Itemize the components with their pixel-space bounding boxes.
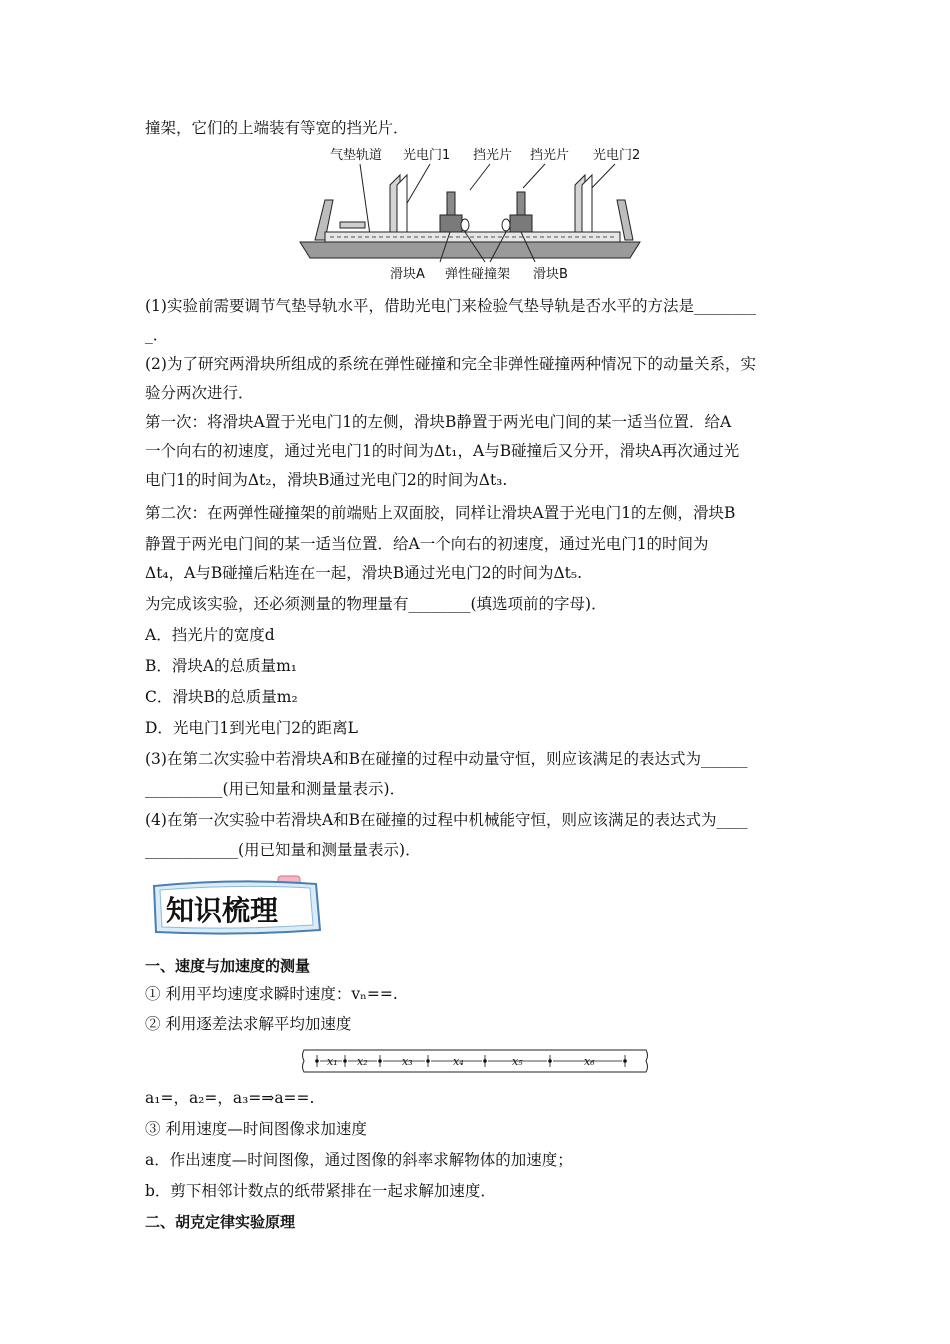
label-slider-b: 滑块B: [533, 267, 568, 282]
q3-line1: (3)在第二次实验中若滑块A和B在碰撞的过程中动量守恒，则应该满足的表达式为______: [145, 750, 748, 768]
second-trial-line1: 第二次：在两弹性碰撞架的前端贴上双面胶，同样让滑块A置于光电门1的左侧，滑块B: [145, 504, 736, 522]
option-d: D．光电门1到光电门2的距离L: [145, 719, 358, 737]
second-trial-line2: 静置于两光电门间的某一适当位置．给A一个向右的初速度，通过光电门1的时间为: [145, 535, 709, 553]
air-track-figure: [295, 140, 655, 288]
tape-x4: x₄: [453, 1055, 464, 1068]
label-shade2: 挡光片: [530, 148, 570, 163]
label-shade1: 挡光片: [473, 148, 513, 163]
label-bumper: 弹性碰撞架: [445, 267, 511, 282]
tape-x2: x₂: [357, 1055, 368, 1068]
tape-x6: x₆: [584, 1055, 595, 1068]
first-trial-line3: 电门1的时间为Δt₂，滑块B通过光电门2的时间为Δt₃.: [145, 471, 508, 489]
label-gate2: 光电门2: [593, 148, 641, 163]
label-slider-a: 滑块A: [390, 267, 425, 282]
q2-line1: (2)为了研究两滑块所组成的系统在弹性碰撞和完全非弹性碰撞两种情况下的动量关系，实: [145, 355, 756, 373]
intro-line: 撞架，它们的上端装有等宽的挡光片．: [145, 119, 409, 137]
banner-title: 知识梳理: [166, 894, 279, 927]
measure-question: 为完成该实验，还必须测量的物理量有________(填选项前的字母)．: [145, 595, 607, 613]
q3-line2: __________(用已知量和测量量表示)．: [145, 780, 406, 798]
second-trial-line3: Δt₄，A与B碰撞后粘连在一起，滑块B通过光电门2的时间为Δt₅.: [145, 564, 583, 582]
tape-x5: x₅: [512, 1055, 523, 1068]
section1-item3: ③ 利用速度—时间图像求加速度: [145, 1120, 367, 1138]
option-a: A．挡光片的宽度d: [145, 626, 275, 644]
q4-line2: ____________(用已知量和测量量表示)．: [145, 841, 421, 859]
tape-x3: x₃: [402, 1055, 413, 1068]
label-gate1: 光电门1: [403, 148, 451, 163]
option-c: C．滑块B的总质量m₂: [145, 688, 298, 706]
q1-line2: _．: [145, 326, 169, 344]
paper-tape-figure: [300, 1046, 650, 1076]
section-banner: [148, 872, 328, 940]
q2-line2: 验分两次进行．: [145, 384, 254, 402]
section1-formula: a₁=，a₂=，a₃=⇒a==.: [145, 1089, 315, 1107]
option-b: B．滑块A的总质量m₁: [145, 657, 297, 675]
section1-item2: ② 利用逐差法求解平均加速度: [145, 1015, 352, 1033]
section1-heading: 一、速度与加速度的测量: [145, 957, 311, 975]
q4-line1: (4)在第一次实验中若滑块A和B在碰撞的过程中机械能守恒，则应该满足的表达式为____: [145, 811, 748, 829]
first-trial-line1: 第一次：将滑块A置于光电门1的左侧，滑块B静置于两光电门间的某一适当位置．给A: [145, 413, 732, 431]
section1-sub-b: b．剪下相邻计数点的纸带紧排在一起求解加速度．: [145, 1182, 496, 1200]
first-trial-line2: 一个向右的初速度，通过光电门1的时间为Δt₁，A与B碰撞后又分开，滑块A再次通过光: [145, 442, 740, 460]
label-air-track: 气垫轨道: [330, 148, 383, 163]
section1-item1: ① 利用平均速度求瞬时速度：vₙ==.: [145, 985, 398, 1003]
q1-line1: (1)实验前需要调节气垫导轨水平，借助光电门来检验气垫导轨是否水平的方法是________: [145, 297, 756, 315]
tape-x1: x₁: [327, 1055, 338, 1068]
section2-heading: 二、胡克定律实验原理: [145, 1213, 296, 1231]
section1-sub-a: a．作出速度—时间图像，通过图像的斜率求解物体的加速度；: [145, 1151, 573, 1169]
